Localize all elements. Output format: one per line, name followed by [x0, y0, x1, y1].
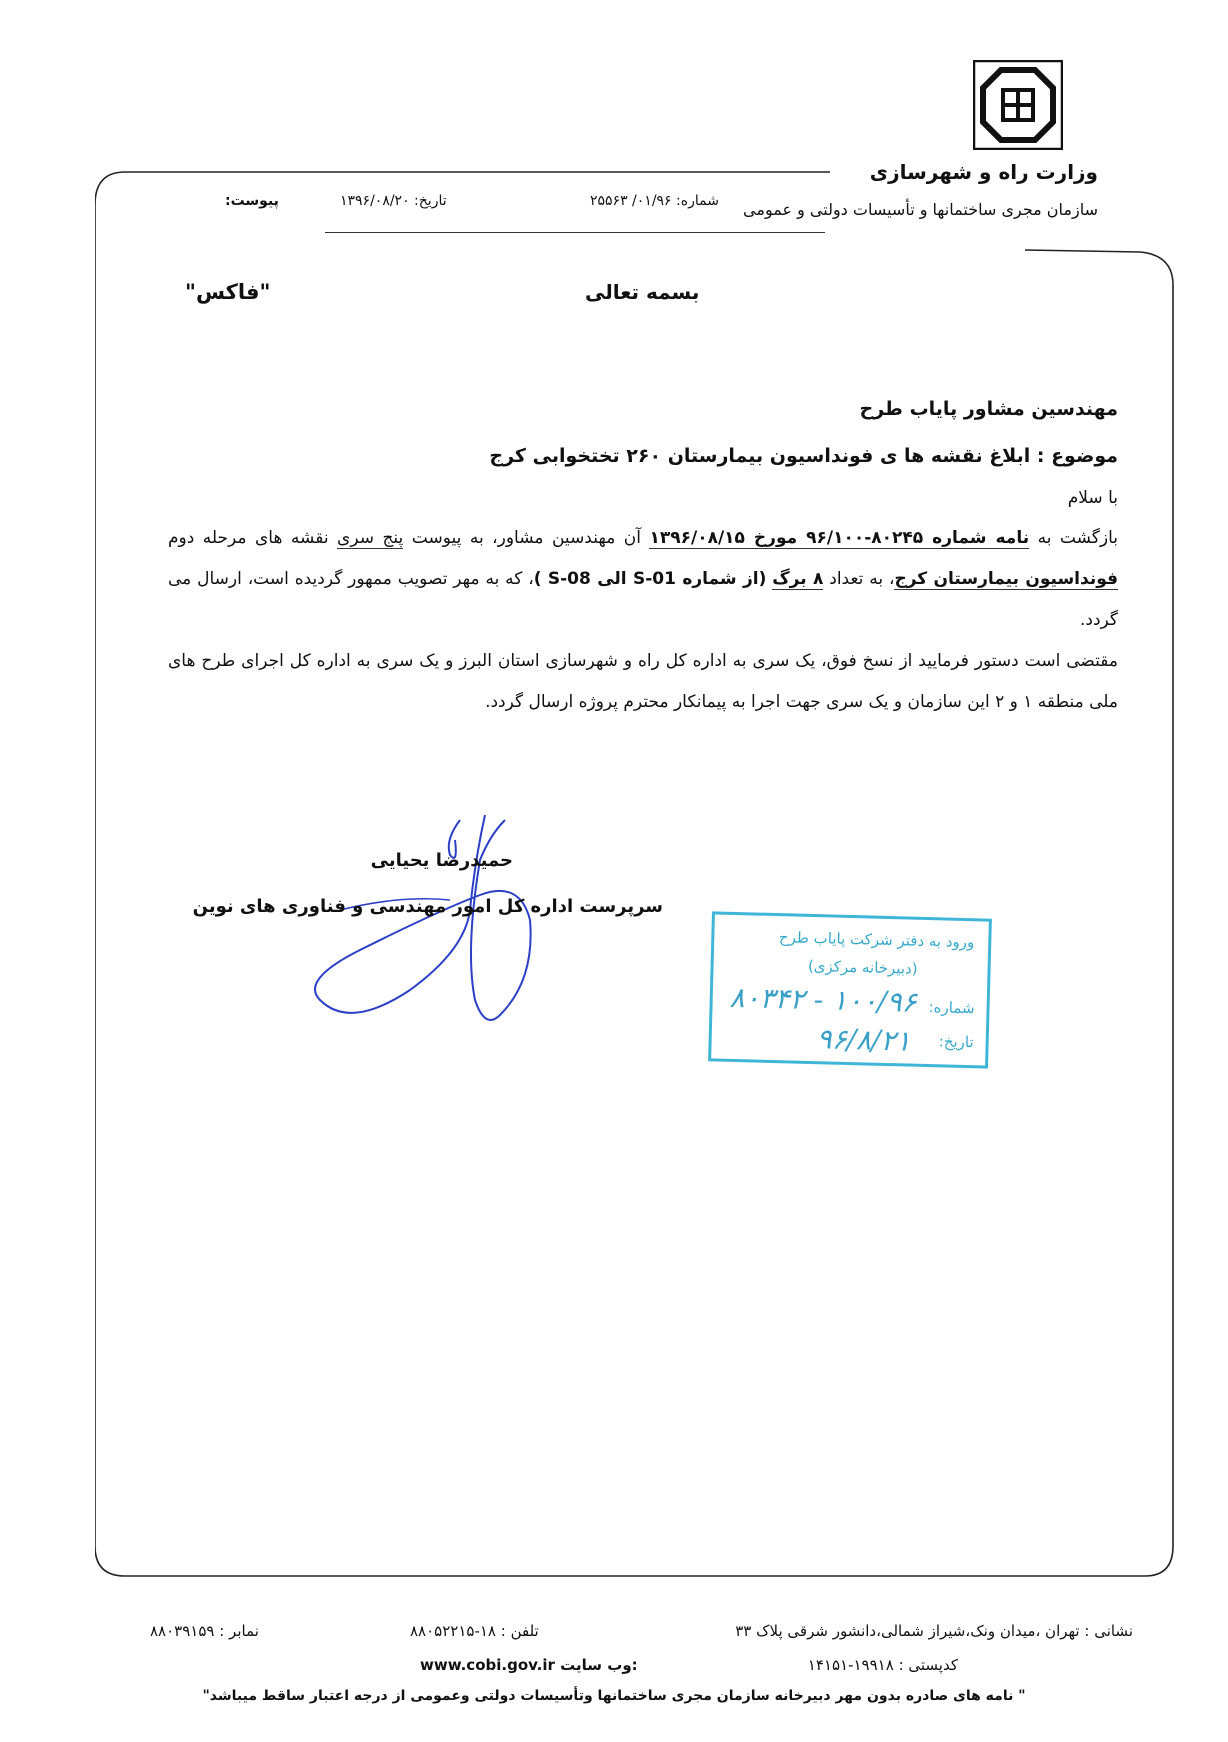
stamp-line-2: (دبیرخانه مرکزی) [807, 956, 918, 978]
website-label: وب سایت: [560, 1656, 638, 1674]
reference-letter: نامه شماره ۸۰۲۴۵-۹۶/۱۰۰ مورخ ۱۳۹۶/۰۸/۱۵ [649, 528, 1030, 548]
body-text: ، که به مهر تصویب ممهور گردیده است، ارسال می گردد. [168, 569, 1118, 630]
body-text: بازگشت به [1037, 528, 1118, 548]
handwritten-signature-icon [280, 800, 610, 1040]
footer-postal-code: کدپستی : ۱۹۹۱۸-۱۴۱۵۱ [807, 1656, 958, 1674]
letter-attachment: پیوست: [225, 193, 279, 209]
organization-name: سازمان مجری ساختمانها و تأسیسات دولتی و عمومی [743, 200, 1098, 219]
ministry-name: وزارت راه و شهرسازی [869, 160, 1098, 184]
stamp-number-label: شماره: [928, 998, 975, 1018]
body-text: ، به تعداد [829, 569, 895, 589]
letter-body [168, 518, 1118, 723]
stamp-date-label: تاریخ: [938, 1032, 974, 1052]
letter-frame [95, 170, 1175, 1578]
footer-address: نشانی : تهران ،میدان ونک،شیراز شمالی،دانشور شرقی پلاک ۳۳ [735, 1622, 1133, 1640]
signer-name: حمیدرضا یحیایی [370, 850, 513, 871]
body-text: پنج سری [337, 528, 404, 548]
sheet-count: ۸ برگ [772, 569, 824, 589]
body-text: نقشه های مرحله دوم [168, 528, 329, 548]
meta-divider [325, 232, 825, 233]
octagon-window-logo-icon [973, 60, 1063, 150]
received-stamp [708, 911, 992, 1068]
body-paragraph-2: مقتضی است دستور فرمایید از نسخ فوق، یک سری به اداره کل راه و شهرسازی استان البرز و یک سری به اداره کل اجرای طرح های ملی منطقه ۱ و ۲ این سازمان و یک سری جهت اجرا به پیمانکار محترم پروژه ارسال گردد. [168, 651, 1118, 712]
sheet-range: (از شماره S-01 الی S-08 ) [533, 569, 767, 589]
stamp-date-value: ۹۶/۸/۲۱ [816, 1022, 912, 1058]
recipient: مهندسین مشاور پایاب طرح [859, 398, 1118, 420]
stamp-line-1: ورود به دفتر شرکت پایاب طرح [778, 928, 975, 952]
letter-number: شماره: ۰۱/۹۶/ ۲۵۵۶۳ [590, 193, 719, 209]
footer-validity-note: " نامه های صادره بدون مهر دبیرخانه سازمان مجری ساختمانها وتأسیسات دولتی وعمومی از درجه اعتبار ساقط میباشد" [202, 1688, 1026, 1704]
project-name: فونداسیون بیمارستان کرج [894, 569, 1118, 589]
letter-date: تاریخ: ۱۳۹۶/۰۸/۲۰ [340, 193, 447, 209]
footer-website [420, 1656, 638, 1674]
website-url[interactable]: www.cobi.gov.ir [420, 1656, 555, 1674]
stamp-number-value: ۱۰۰/۹۶ - ۸۰۳۴۲ [729, 980, 918, 1019]
subject: موضوع : ابلاغ نقشه ها ی فونداسیون بیمارستان ۲۶۰ تختخوابی کرج [489, 445, 1118, 467]
footer-fax: نمابر : ۸۸۰۳۹۱۵۹ [150, 1622, 259, 1640]
basmala: بسمه تعالی [585, 280, 700, 304]
signer-title: سرپرست اداره کل امور مهندسی و فناوری های نوین [192, 896, 663, 917]
greeting: با سلام [1067, 488, 1118, 508]
fax-label: "فاکس" [185, 280, 271, 304]
body-text: آن مهندسین مشاور، به پیوست [411, 528, 641, 548]
footer-phone: تلفن : ۱۸-۸۸۰۵۲۲۱۵ [410, 1622, 539, 1640]
